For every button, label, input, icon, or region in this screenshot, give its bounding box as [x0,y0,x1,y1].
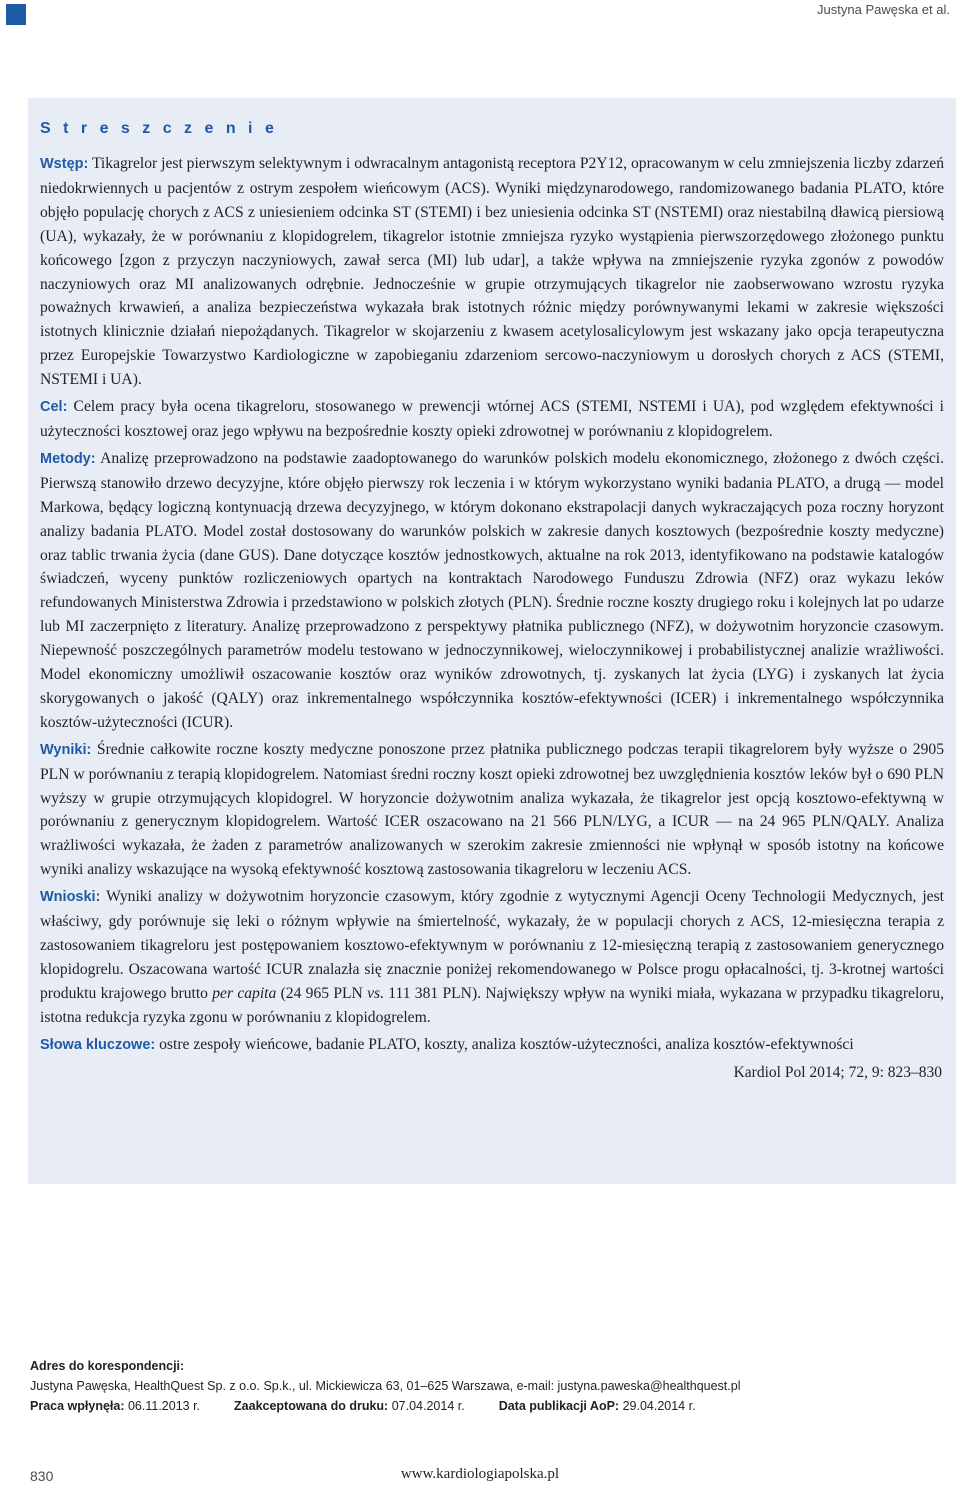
published-label: Data publikacji AoP: [498,1399,620,1413]
results-text: Średnie całkowite roczne koszty medyczne ponoszone przez płatnika publicznego podczas terapii tikagrelorem były wyższe o 2905 PLN w porównaniu z terapią klopidogrelem. Natomiast średni roczny koszt opieki zdrowotnej bez uwzględnienia kosztów leków był o 690 PLN wyższy w grupie otrzymujących klopidogrel. W horyzoncie dożywotnim analiza wykazała, że tikagrelor jest opcją kosztowo-efektywną w porównaniu z generycznym klopidogrelem. Wartość ICER oszacowano na 21 566 PLN/LYG, a ICUR — na 24 965 PLN/QALY. Analiza wrażliwości wykazała, że żaden z parametrów analizowanych w szerokim zakresie zmienności nie wpłynął w sposób istotny na końcowe wyniki analizy wskazujące na wysoką efektywność kosztową zastosowania tikagreloru w leczeniu ACS. [40,740,944,879]
aim-label: Cel: [40,399,68,416]
intro-text: Tikagrelor jest pierwszym selektywnym i odwracalnym antagonistą receptora P2Y12, opracowanym w celu zmniejszenia liczby zdarzeń niedokrwiennych u pacjentów z ostrym zespołem wieńcowym (ACS). Wyniki międzynarodowego, randomizowanego badania PLATO, które objęło populację chorych z ACS z uniesieniem odcinka ST (STEMI) i bez uniesienia odcinka ST (NSTEMI) oraz niestabilną dławicą piersiową (UA), wykazały, że w porównaniu z klopidogrelem, tikagrelor istotnie zmniejsza ryzyko wystąpienia pierwszorzędowego złożonego punktu końcowego [zgon z przyczyn naczyniowych, zawał serca (MI) lub udar], a także wpływa na zmniejszenie ryzyka zgonów z powodów naczyniowych oraz MI analizowanych odrębnie. Jednocześnie w grupie otrzymujących tikagrelor nie zaobserwowano wzrostu ryzyka poważnych krwawień, a analiza bezpieczeństwa wykazała brak istotnych różnic między porównywanymi lekami w zakresie większości istotnych klinicznie działań niepożądanych. Tikagrelor w skojarzeniu z kwasem acetylosalicylowym jest wskazany jako opcja terapeutyczna przez Europejskie Towarzystwo Kardiologiczne w zapobieganiu zdarzeniom sercowo-naczyniowym u dorosłych chorych z ACS (STEMI, NSTEMI i UA). [40,155,944,389]
conclusions-italic-1: per capita [212,984,277,1002]
conclusions-text-3: 111 381 PLN). Największy wpływ na wyniki miała, wykazana w przypadku tikagreloru, istotna redukcja ryzyka zgonu w porównaniu z klopidogrelem. [40,984,944,1026]
abstract-conclusions [40,885,944,1029]
conclusions-label: Wnioski: [40,889,101,906]
keywords-label: Słowa kluczowe: [40,1036,156,1053]
footer-url: www.kardiologiapolska.pl [400,1466,560,1482]
abstract-results [40,738,944,882]
page-number: 830 [30,1468,54,1484]
conclusions-italic-2: vs. [367,984,384,1002]
abstract-intro [40,152,944,392]
received-label: Praca wpłynęła: [30,1399,125,1413]
journal-citation: Kardiol Pol 2014; 72, 9: 823–830 [733,1063,942,1081]
published-value: 29.04.2014 r. [619,1399,696,1413]
accepted-value: 07.04.2014 r. [388,1399,465,1413]
abstract-keywords [40,1033,944,1058]
correspondence-address: Justyna Pawęska, HealthQuest Sp. z o.o. Sp.k., ul. Mickiewicza 63, 01–625 Warszawa, e-mail: justyna.paweska@healthquest.pl [30,1379,741,1393]
keywords-text: ostre zespoły wieńcowe, badanie PLATO, koszty, analiza kosztów-użyteczności, analiza kosztów-efektywności [155,1035,854,1053]
correspondence-block [30,1356,940,1416]
methods-text: Analizę przeprowadzono na podstawie zaadoptowanego do warunków polskich modelu ekonomicznego, złożonego z dwóch części. Pierwszą stanowiło drzewo decyzyjne, które objęło pierwszy rok leczenia i w którym wykorzystano wyniki badania PLATO, a drugą — model Markowa, będący logiczną kontynuacją drzewa decyzyjnego, w którym dokonano ekstrapolacji danych wykraczających poza roczny horyzont analizy badania PLATO. Model został dostosowany do warunków polskich w zakresie danych kosztowych (bezpośrednie koszty medyczne) oraz tablic trwania życia (dane GUS). Dane dotyczące kosztów jednostkowych, aktualne na rok 2013, identyfikowano na podstawie katalogów świadczeń, wyceny punktów rozliczeniowych opartych na kontraktach Narodowego Funduszu Zdrowia (NFZ) oraz wykazu leków refundowanych Ministerstwa Zdrowia i przedstawiono w polskich złotych (PLN). Średnie roczne koszty drugiego roku i kolejnych lat po udarze lub MI zaczerpnięto z literatury. Analizę przeprowadzono z perspektywy płatnika publicznego (NFZ), w dożywotnim horyzoncie czasowym. Niepewność poszczególnych parametrów modelu testowano w jednoczynnikowej, wieloczynnikowej i probabilistycznej analizie wrażliwości. Model ekonomiczny umożliwił oszacowanie kosztów oraz wyników zdrowotnych, tj. zyskanych lat życia (LYG) i zyskanych lat życia skorygowanych o jakość (QALY) oraz inkrementalnego współczynnika kosztów-efektywności (ICER) i inkrementalnego współczynnika kosztów-użyteczności (ICUR). [40,449,944,731]
conclusions-text-2: (24 965 PLN [276,984,368,1002]
conclusions-text-1: Wyniki analizy w dożywotnim horyzoncie czasowym, który zgodnie z wytycznymi Agencji Oceny Technologii Medycznych, jest właściwy, gdy porównuje się leki o różnym wpływie na śmiertelność, wykazały, że w populacji chorych z ACS, 12-miesięczna terapia z zastosowaniem tikagreloru jest postępowaniem kosztowo-efektywnym w porównaniu z 12-miesięczną terapią z zastosowaniem generycznego klopidogrelu. Oszacowana wartość ICUR znalazła się znacznie poniżej rekomendowanego w Polsce progu opłacalności, tj. 3-krotnej wartości produktu krajowego brutto [40,888,944,1002]
accepted-label: Zaakceptowana do druku: [234,1399,389,1413]
abstract-heading: S t r e s z c z e n i e [40,120,278,137]
methods-label: Metody: [40,450,96,467]
abstract-box [28,98,956,1184]
aim-text: Celem pracy była ocena tikagreloru, stosowanego w prewencji wtórnej ACS (STEMI, NSTEMI i UA), pod względem efektywności i użyteczności kosztowej oraz jego wpływu na bezpośrednie koszty opieki zdrowotnej w porównaniu z klopidogrelem. [40,398,944,440]
header-blue-square [6,4,26,25]
results-label: Wyniki: [40,741,92,758]
received-value: 06.11.2013 r. [124,1399,201,1413]
correspondence-heading: Adres do korespondencji: [30,1359,185,1373]
intro-label: Wstęp: [40,156,89,172]
dates-row [30,1396,940,1416]
running-header-author: Justyna Pawęska et al. [817,2,950,17]
abstract-methods [40,447,944,735]
abstract-aim [40,395,944,444]
